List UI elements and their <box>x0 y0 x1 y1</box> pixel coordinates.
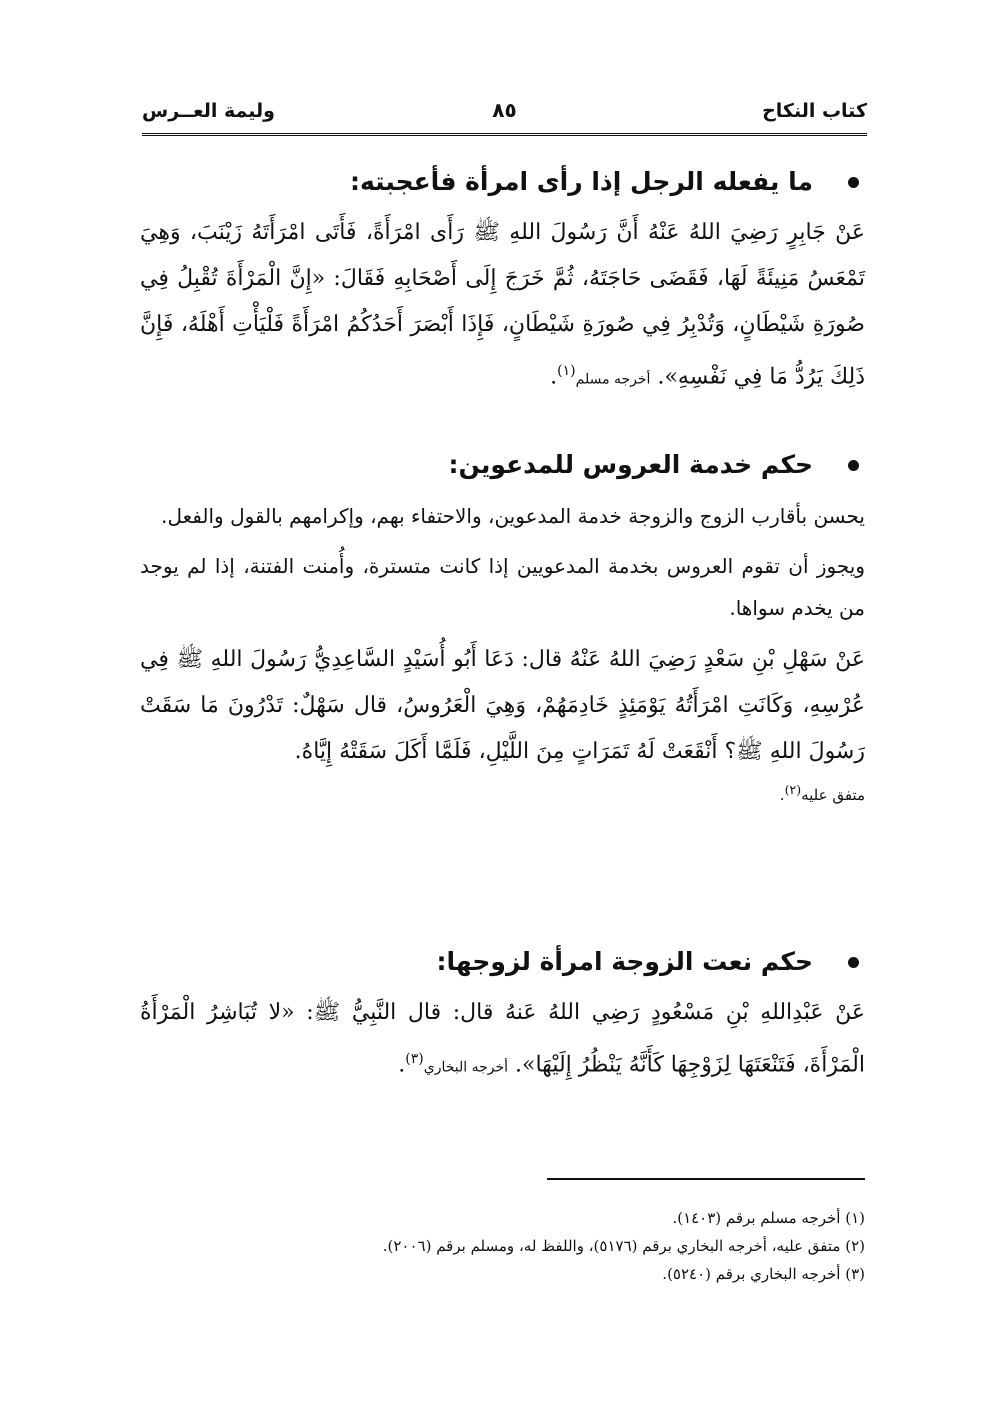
bullet-icon <box>848 957 859 968</box>
header-divider <box>142 133 867 136</box>
footnote-divider <box>547 1178 865 1180</box>
footnote-ref[interactable]: (٣) <box>405 1051 424 1067</box>
running-header <box>142 100 867 132</box>
footnote-item: (٣) أخرجه البخاري برقم (٥٢٤٠). <box>662 1265 865 1283</box>
section-describing-woman <box>140 940 865 1090</box>
hadith-citation: متفق عليه <box>801 786 865 804</box>
paragraph: يحسن بأقارب الزوج والزوجة خدمة المدعوين، والاحتفاء بهم، وإكرامهم بالقول والفعل. <box>161 504 865 528</box>
section-bride-serving-guests <box>140 443 865 810</box>
section-heading <box>140 160 865 204</box>
hadith-citation: أخرجه مسلم <box>575 371 651 388</box>
page-number: ٨٥ <box>492 98 517 122</box>
bullet-icon <box>848 460 859 471</box>
hadith-text: عَنْ سَهْلِ بْنِ سَعْدٍ رَضِيَ اللهُ عَنْهُ قال: دَعَا أَبُو أُسَيْدٍ السَّاعِدِيُّ رَسُولَ اللهِ ﷺ فِي عُرْسِهِ، وَكَانَتِ امْرَأَتُهُ يَوْمَئِذٍ خَادِمَهُمْ، وَهِيَ الْعَرُوسُ، قال سَهْلٌ: تَدْرُونَ مَا سَقَتْ رَسُولَ اللهِ ﷺ؟ أَنْقَعَتْ لَهُ تَمَرَاتٍ مِنَ اللَّيْلِ، فَلَمَّا أَكَلَ سَقَتْهُ إِيَّاهُ. <box>140 647 865 764</box>
hadith-citation: أخرجه البخاري <box>423 1059 509 1076</box>
paragraph: ويجوز أن تقوم العروس بخدمة المدعويين إذا كانت متسترة، وأُمنت الفتنة، إذا لم يوجد من يخدم سواها. <box>140 554 865 620</box>
bullet-icon <box>848 177 859 188</box>
hadith-text: عَنْ جَابِرٍ رَضِيَ اللهُ عَنْهُ أَنَّ رَسُولَ اللهِ ﷺ رَأَى امْرَأَةً، فَأَتَى امْرَأَتَهُ زَيْنَبَ، وَهِيَ تَمْعَسُ مَنِيئَةً لَهَا، فَقَضَى حَاجَتَهُ، ثُمَّ خَرَجَ إِلَى أَصْحَابِهِ فَقَالَ: «إِنَّ الْمَرْأَةَ تُقْبِلُ فِي صُورَةِ شَيْطَانٍ، وَتُدْبِرُ فِي صُورَةِ شَيْطَانٍ، فَإِذَا أَبْصَرَ أَحَدُكُمُ امْرَأَةً فَلْيَأْتِ أَهْلَهُ، فَإِنَّ ذَلِكَ يَرُدُّ مَا فِي نَفْسِهِ». أخرجه مسلم$^{(١)}$. <box>140 220 865 390</box>
footnote-item: (٢) متفق عليه، أخرجه البخاري برقم (٥١٧٦)، واللفظ له، ومسلم برقم (٢٠٠٦). <box>382 1237 865 1255</box>
book-title: كتاب النكاح <box>762 100 867 122</box>
chapter-title: وليمة العــرس <box>142 100 275 122</box>
section-heading-text: ما يفعله الرجل إذا رأى امرأة فأعجبته: <box>350 167 813 196</box>
footnote-ref[interactable]: (١) <box>557 363 576 379</box>
section-heading-text: حكم نعت الزوجة امرأة لزوجها: <box>436 947 813 976</box>
section-heading <box>140 443 865 487</box>
hadith-text: عَنْ عَبْدِاللهِ بْنِ مَسْعُودٍ رَضِي اللهُ عَنهُ قال: قال النَّبِيُّ ﷺ: «لا تُبَاشِرُ الْمَرْأَةُ الْمَرْأَةَ، فَتَنْعَتَهَا لِزَوْجِهَا كَأَنَّهُ يَنْظُرُ إِلَيْهَا». أخرجه البخاري$^{(٣)}$. <box>140 1000 865 1078</box>
section-heading <box>140 940 865 984</box>
footnote-item: (١) أخرجه مسلم برقم (١٤٠٣). <box>672 1209 865 1227</box>
footnote-ref[interactable]: (٢) <box>784 782 802 797</box>
hadith-body: عَنْ عَبْدِاللهِ بْنِ مَسْعُودٍ رَضِي اللهُ عَنهُ قال: قال النَّبِيُّ ﷺ: «لا تُبَاشِرُ الْمَرْأَةُ الْمَرْأَةَ، فَتَنْعَتَهَا لِزَوْجِهَا كَأَنَّهُ يَنْظُرُ إِلَيْهَا». <box>140 1000 865 1078</box>
section-heading-text: حكم خدمة العروس للمدعوين: <box>448 450 813 479</box>
hadith-body: عَنْ جَابِرٍ رَضِيَ اللهُ عَنْهُ أَنَّ رَسُولَ اللهِ ﷺ رَأَى امْرَأَةً، فَأَتَى امْرَأَتَهُ زَيْنَبَ، وَهِيَ تَمْعَسُ مَنِيئَةً لَهَا، فَقَضَى حَاجَتَهُ، ثُمَّ خَرَجَ إِلَى أَصْحَابِهِ فَقَالَ: «إِنَّ الْمَرْأَةَ تُقْبِلُ فِي صُورَةِ شَيْطَانٍ، وَتُدْبِرُ فِي صُورَةِ شَيْطَانٍ، فَإِذَا أَبْصَرَ أَحَدُكُمُ امْرَأَةً فَلْيَأْتِ أَهْلَهُ، فَإِنَّ ذَلِكَ يَرُدُّ مَا فِي نَفْسِهِ». <box>140 220 865 390</box>
footnotes <box>140 1204 865 1288</box>
section-looking-at-woman <box>140 160 865 402</box>
hadith-citation-line: متفق عليه$^{(٢)}$. <box>779 782 865 804</box>
